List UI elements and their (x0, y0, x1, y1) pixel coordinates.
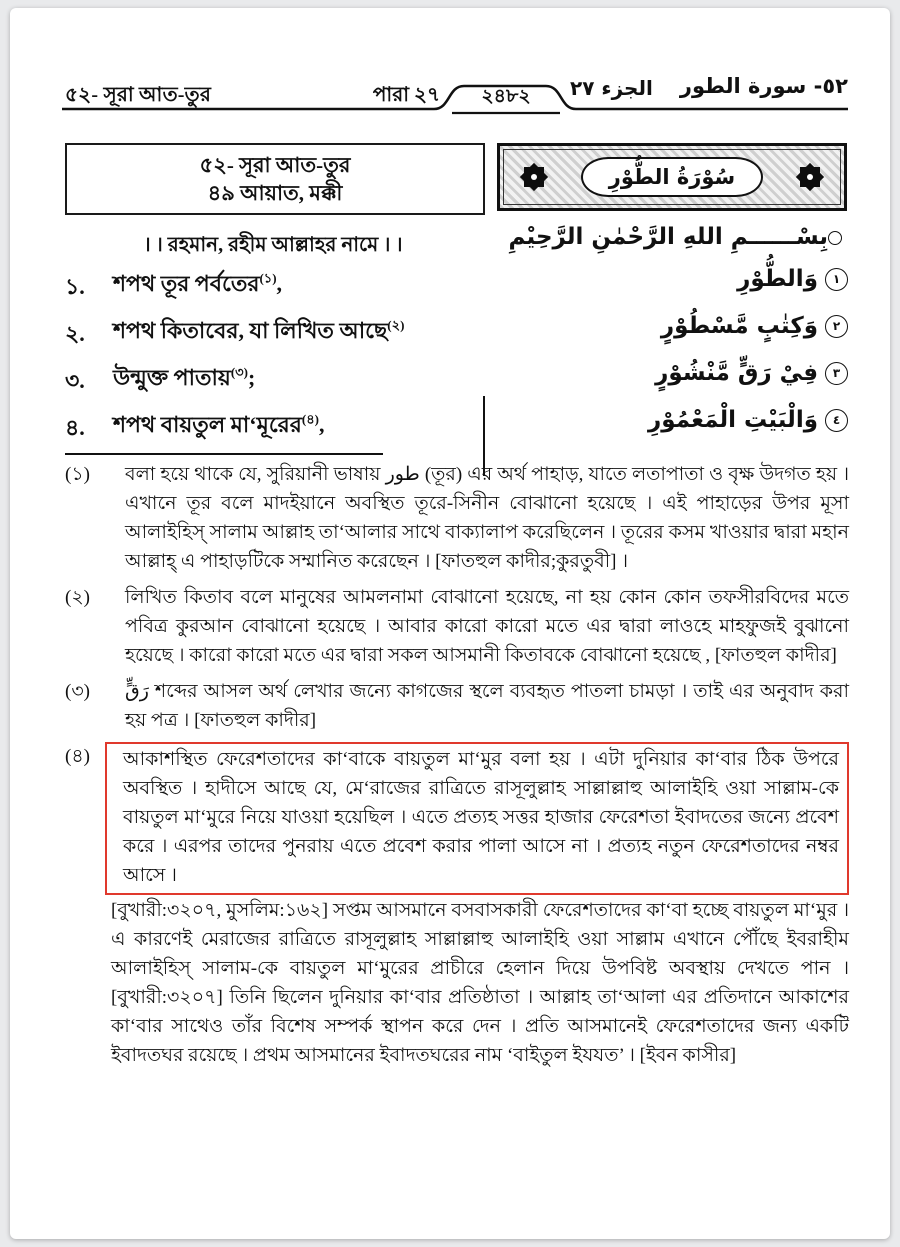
footnote-ref: (৩) (230, 364, 248, 380)
footnote-continuation-text: [বুখারী:৩২০৭, মুসলিম:১৬২] সপ্তম আসমানে বসবাসকারী ফেরেশতাদের কা‘বা হচ্ছে বায়তুল মা‘মুর । এ কারণেই মেরাজের রাত্রিতে রাসূলুল্লাহ সাল্লাল্লাহু আলাইহি ওয়া সাল্লাম এখানে পৌঁছে ইবরাহীম আলাইহিস্ সালাম-কে বায়তুল মা‘মুরের প্রাচীরে হেলান দিয়ে উপবিষ্ট অবস্থায় দেখতে পান । [বুখারী:৩২০৭] তিনি ছিলেন দুনিয়ার কা‘বার প্রতিষ্ঠাতা । আল্লাহ তা‘আলা এর প্রতিদানে আকাশের কা‘বার সাথেও তাঁর বিশেষ সম্পর্ক স্থাপন করে দেন । প্রতি আসমানেই ফেরেশতাদের জন্য একটি ইবাদতঘর রয়েছে । প্রথম আসমানের ইবাদতঘরের নাম ‘বাইতুল ইযযত’ । [ইবন কাসীর] (111, 900, 849, 1066)
footnote-text: লিখিত কিতাব বলে মানুষের আমলনামা বোঝানো হয়েছে, না হয় কোন কোন তফসীরবিদের মতে পবিত্র কুরআন বোঝানো হয়েছে । আবার কারো কারো মতে এর দ্বারা লাওহে মাহফুজই বুঝানো হয়েছে । কারো কারো মতে এর দ্বারা সকল আসমানী কিতাবকে বোঝানো হয়েছে , [ফাতহুল কাদীর] (125, 587, 849, 666)
verse-number: ৩. (65, 368, 85, 393)
arabic-verse-text: وَالطُّوْرِ (737, 266, 818, 292)
ayah-marker: ١ (825, 268, 848, 291)
verse-text: শপথ কিতাবের, যা লিখিত আছে$^{(২)}$ (113, 317, 405, 343)
verse-number: ১. (65, 274, 85, 299)
header-juz-label-ar: الجزء ٢٧ (570, 76, 653, 100)
footnote-ref: (৪) (301, 411, 319, 427)
footnote-marker: (৩) (65, 681, 91, 702)
verse-number: ৪. (65, 415, 85, 440)
ayah-marker: ٣ (825, 362, 848, 385)
footnotes-section (65, 460, 849, 1077)
verse-number: ২. (65, 321, 85, 346)
surah-info-line2: ৪৯ আয়াত, মক্কী (207, 181, 343, 205)
arabic-verse (448, 407, 848, 433)
arabic-verse (448, 313, 848, 339)
header-rule-with-tab (62, 82, 848, 116)
bismillah-bengali: । । রহমান, রহীম আল্লাহর নামে । । (143, 234, 403, 256)
surah-title-cartouche: سُوْرَةُ الطُّوْرِ (581, 157, 763, 197)
footnote-marker: (২) (65, 587, 91, 608)
footnote-arabic-word: رَقٍّ (125, 680, 149, 702)
star-ornament-icon (798, 165, 822, 189)
arabic-verse-text: فِيْ رَقٍّ مَّنْشُوْرٍ (655, 360, 818, 386)
surah-info-box (65, 143, 485, 215)
footnote-separator-line (65, 453, 383, 455)
footnote-text: শব্দের আসল অর্থ লেখার জন্যে কাগজের স্থলে ব্যবহৃত পাতলা চামড়া । তাই এর অনুবাদ করা হয় পত্র । [ফাতহুল কাদীর] (125, 681, 849, 731)
footnote-highlighted-text: আকাশস্থিত ফেরেশতাদের কা‘বাকে বায়তুল মা‘মুর বলা হয় । এটা দুনিয়ার কা‘বার ঠিক উপরে অবস্থিত । হাদীসে আছে যে, মে‘রাজের রাত্রিতে রাসূলুল্লাহ সাল্লাল্লাহু আলাইহি ওয়া সাল্লাম-কে বায়তুল মা‘মুরে নিয়ে যাওয়া হয়েছিল । এতে প্রত্যহ সত্তর হাজার ফেরেশতা ইবাদতের জন্যে প্রবেশ করে । এরপর তাদের পুনরায় এতে প্রবেশ করার পালা আসে না । প্রত্যহ নতুন ফেরেশতাদের নম্বর আসে । (123, 749, 839, 886)
ayah-marker: ٢ (825, 315, 848, 338)
footnote-1 (65, 460, 849, 576)
verse-text: শপথ বায়তুল মা‘মূরের$^{(৪)}$, (113, 411, 325, 437)
footnote-text: বলা হয়ে থাকে যে, সুরিয়ানী ভাষায় طور (তূর) এর অর্থ পাহাড়, যাতে লতাপাতা ও বৃক্ষ উদগত হয় । এখানে তূর বলে মাদইয়ানে অবস্থিত তূরে-সিনীন বোঝানো হয়েছে । এই পাহাড়ের উপর মূসা আলাইহিস্ সালাম আল্লাহ তা‘আলার সাথে বাক্যালাপ করেছিলেন । তূরের কসম খাওয়ার দ্বারা মহান আল্লাহ্ এ পাহাড়টিকে সম্মানিত করেছেন । [ফাতহুল কাদীর;কুরতুবী] । (125, 464, 849, 572)
surah-ornament-banner (497, 143, 847, 211)
footnote-marker: (১) (65, 464, 90, 485)
arabic-verse-text: وَالْبَيْتِ الْمَعْمُوْرِ (648, 407, 818, 433)
footnote-ref: (২) (387, 317, 405, 333)
bismillah-arabic-text: بِسْــــــمِ اللهِ الرَّحْمٰنِ الرَّحِيْمِ (508, 224, 828, 250)
header-para-label: পারা ২৭ (372, 84, 440, 106)
footnote-2 (65, 583, 849, 670)
ayah-marker: ٤ (825, 409, 848, 432)
arabic-verse (448, 266, 848, 292)
footnote-3 (65, 677, 849, 735)
arabic-verse (448, 360, 848, 386)
verse-text: শপথ তূর পর্বতের$^{(১)}$, (113, 270, 283, 296)
star-ornament-icon (522, 165, 546, 189)
footnote-ref: (১) (259, 270, 277, 286)
bismillah-end-mark (828, 231, 842, 245)
header-page-number: ২৪৮২ (481, 86, 531, 107)
footnote-marker: (৪) (65, 746, 90, 767)
surah-info-line1: ৫২- সূরা আত-তুর (199, 152, 351, 177)
footnote-4 (65, 742, 849, 1070)
header-surah-title-bn: ৫২- সূরা আত-তুর (65, 84, 212, 106)
header-surah-title-ar: ٥٢- سورة الطور (679, 74, 848, 98)
book-page (10, 8, 890, 1239)
highlight-box (105, 742, 849, 895)
bismillah-arabic (488, 224, 848, 250)
arabic-verse-text: وَكِتٰبٍ مَّسْطُوْرٍ (660, 313, 818, 339)
verse-text: উন্মুক্ত পাতায়$^{(৩)}$; (113, 364, 256, 390)
